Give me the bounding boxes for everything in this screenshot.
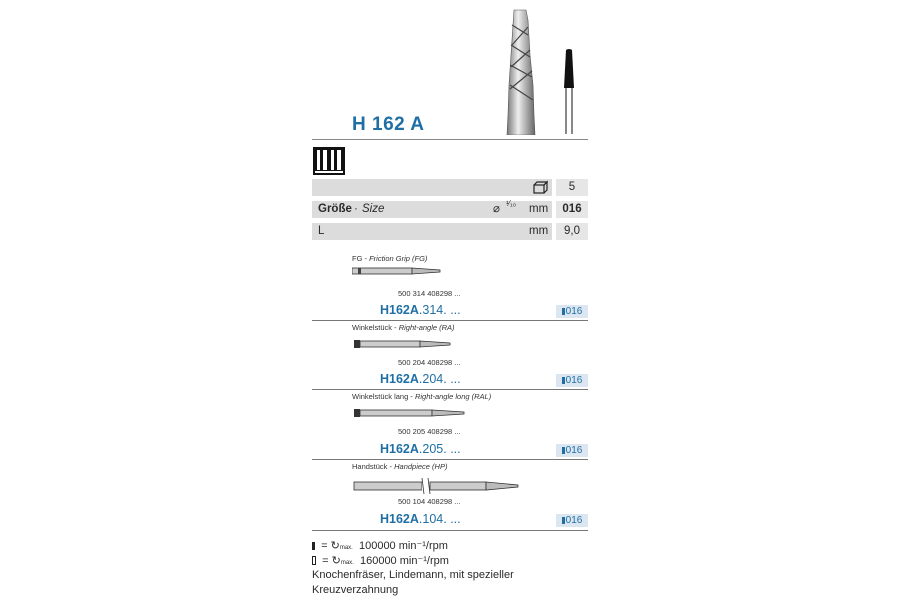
pack-icon	[532, 180, 548, 194]
ra-shank-image	[352, 336, 452, 352]
divider	[312, 459, 588, 460]
hp-shank-image	[352, 476, 522, 496]
rpm-icon: ↻	[330, 540, 340, 552]
speed-marker-hollow-icon	[312, 556, 316, 565]
section-ral-badge: 016	[556, 444, 588, 457]
length-label: L	[318, 225, 325, 237]
size-unit-prefix: ⌀	[493, 203, 500, 215]
section-fg-label: FG - Friction Grip (FG)	[352, 254, 428, 263]
fg-shank-image	[352, 264, 442, 278]
description-line-2: Kreuzverzahnung	[312, 584, 399, 596]
size-label: Größe	[318, 203, 352, 215]
bur-image	[500, 5, 550, 135]
section-hp-code: H162A.104. ...	[380, 512, 461, 526]
description-line-1: Knochenfräser, Lindemann, mit spezieller	[312, 569, 514, 581]
divider	[312, 389, 588, 390]
size-fraction: ¹⁄₁₀	[506, 199, 517, 208]
size-unit: mm	[529, 203, 549, 215]
pack-row	[312, 179, 552, 196]
size-value: 016	[556, 201, 588, 218]
section-ral-article: 500 205 408298 ...	[398, 427, 461, 436]
section-fg-code: H162A.314. ...	[380, 303, 461, 317]
product-title: H 162 A	[352, 114, 425, 135]
divider	[312, 320, 588, 321]
speed-line-2: = ↻max. 160000 min⁻¹/rpm	[312, 554, 449, 567]
length-unit: mm	[529, 225, 549, 237]
size-sep: ·	[354, 203, 358, 215]
divider	[312, 139, 588, 140]
section-ral-label: Winkelstück lang - Right-angle long (RAL)	[352, 392, 492, 401]
section-ral-code: H162A.205. ...	[380, 442, 461, 456]
divider	[312, 530, 588, 531]
section-fg-article: 500 314 408298 ...	[398, 289, 461, 298]
length-row	[312, 223, 552, 240]
bur-silhouette	[558, 48, 580, 134]
section-fg-badge: 016	[556, 305, 588, 318]
section-hp-badge: 016	[556, 514, 588, 527]
pack-value: 5	[556, 179, 588, 196]
section-ra-badge: 016	[556, 374, 588, 387]
section-hp-article: 500 104 408298 ...	[398, 497, 461, 506]
rpm-icon: ↻	[331, 555, 341, 567]
section-ra-label: Winkelstück - Right-angle (RA)	[352, 323, 455, 332]
speed-line-1: = ↻max. 100000 min⁻¹/rpm	[312, 539, 448, 552]
size-label-en: Size	[362, 203, 385, 215]
speed-marker-solid-icon	[312, 542, 315, 550]
bone-surgery-logo	[313, 147, 345, 175]
length-value: 9,0	[556, 223, 588, 240]
ral-shank-image	[352, 405, 467, 421]
section-hp-label: Handstück - Handpiece (HP)	[352, 462, 448, 471]
section-ra-code: H162A.204. ...	[380, 372, 461, 386]
section-ra-article: 500 204 408298 ...	[398, 358, 461, 367]
